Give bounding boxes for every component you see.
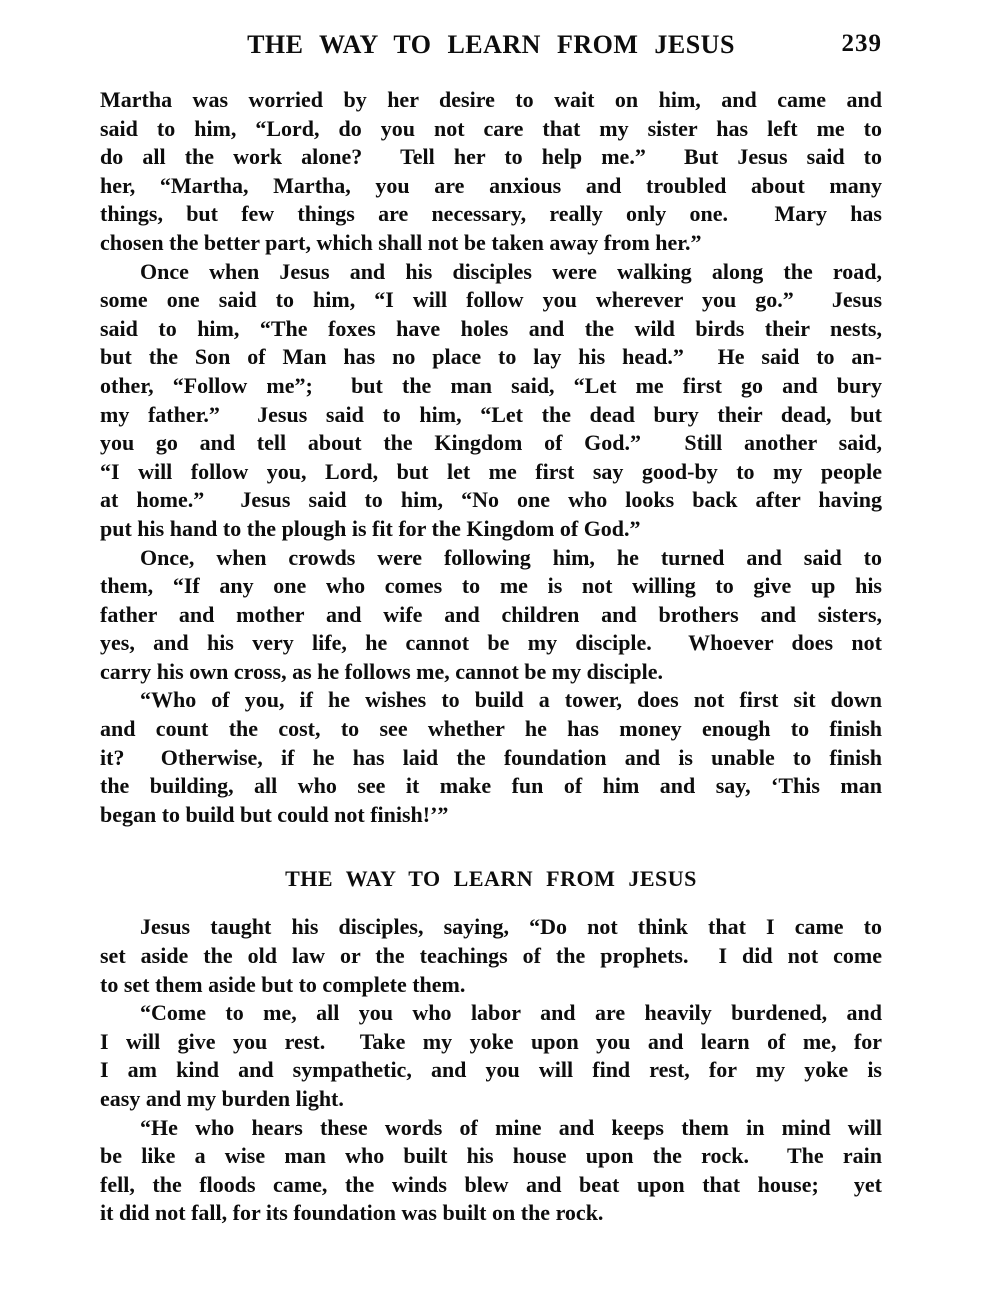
text-line: said to him, “Lord, do you not care that my sister has left me to (100, 115, 882, 141)
text-line: “I will follow you, Lord, but let me first say good-by to my people (100, 458, 882, 484)
text-line: Martha was worried by her desire to wait on him, and came and (100, 87, 882, 112)
text-line: father and mother and wife and children and brothers and sisters, (100, 601, 882, 627)
text-line: the building, all who see it make fun of him and say, ‘This man (100, 773, 882, 799)
text-line: and count the cost, to see whether he has money enough to finish (100, 716, 882, 742)
text-line: you go and tell about the Kingdom of God.” Still another said, (100, 430, 882, 456)
text-line: put his hand to the plough is fit for the Kingdom of God.” (100, 515, 641, 541)
text-line: began to build but could not finish!’” (100, 801, 449, 827)
text-line: easy and my burden light. (100, 1086, 344, 1111)
text-line: “Who of you, if he wishes to build a tower, does not first sit down (140, 687, 882, 713)
text-line: set aside the old law or the teachings of the prophets. I did not come (100, 943, 882, 969)
text-line: carry his own cross, as he follows me, cannot be my disciple. (100, 658, 664, 684)
running-header (100, 0, 882, 60)
text-line: it did not fall, for its foundation was built on the rock. (100, 1200, 604, 1226)
text-line: “Come to me, all you who labor and are heavily burdened, and (140, 1000, 882, 1026)
paragraph (100, 913, 882, 999)
text-line: do all the work alone? Tell her to help me.” But Jesus said to (100, 144, 882, 170)
text-line: chosen the better part, which shall not be taken away from her.” (100, 229, 702, 255)
page-number: 239 (841, 30, 882, 57)
text-line: things, but few things are necessary, really only one. Mary has (100, 201, 882, 227)
text-line: I am kind and sympathetic, and you will find rest, for my yoke is (100, 1057, 882, 1083)
text-line: said to him, “The foxes have holes and the wild birds their nests, (100, 315, 882, 341)
paragraph (100, 686, 882, 829)
text-line: Once when Jesus and his disciples were walking along the road, (140, 258, 882, 284)
page-body (100, 86, 882, 1228)
paragraph (100, 999, 882, 1113)
text-line: other, “Follow me”; but the man said, “Let me first go and bury (100, 372, 882, 398)
running-header-title: THE WAY TO LEARN FROM JESUS (247, 30, 735, 59)
text-line: yes, and his very life, he cannot be my disciple. Whoever does not (100, 630, 882, 656)
paragraph (100, 544, 882, 687)
text-line: some one said to him, “I will follow you wherever you go.” Jesus (100, 287, 882, 313)
text-line: to set them aside but to complete them. (100, 971, 466, 997)
text-line: but the Son of Man has no place to lay his head.” He said to an- (100, 344, 882, 370)
text-line: “He who hears these words of mine and keeps them in mind will (140, 1114, 882, 1140)
paragraph (100, 258, 882, 544)
text-line: Jesus taught his disciples, saying, “Do not think that I came to (140, 914, 882, 940)
section-heading: THE WAY TO LEARN FROM JESUS (285, 866, 697, 892)
text-line: them, “If any one who comes to me is not willing to give up his (100, 573, 882, 599)
text-line: her, “Martha, Martha, you are anxious and troubled about many (100, 172, 882, 198)
text-line: Once, when crowds were following him, he turned and said to (140, 544, 882, 570)
text-line: I will give you rest. Take my yoke upon you and learn of me, for (100, 1028, 882, 1054)
paragraph (100, 1114, 882, 1228)
paragraph (100, 86, 882, 258)
text-line: fell, the floods came, the winds blew and beat upon that house; yet (100, 1171, 882, 1197)
text-line: at home.” Jesus said to him, “No one who looks back after having (100, 487, 882, 513)
text-line: my father.” Jesus said to him, “Let the dead bury their dead, but (100, 401, 882, 427)
text-line: it? Otherwise, if he has laid the foundation and is unable to finish (100, 744, 882, 770)
text-line: be like a wise man who built his house upon the rock. The rain (100, 1143, 882, 1169)
